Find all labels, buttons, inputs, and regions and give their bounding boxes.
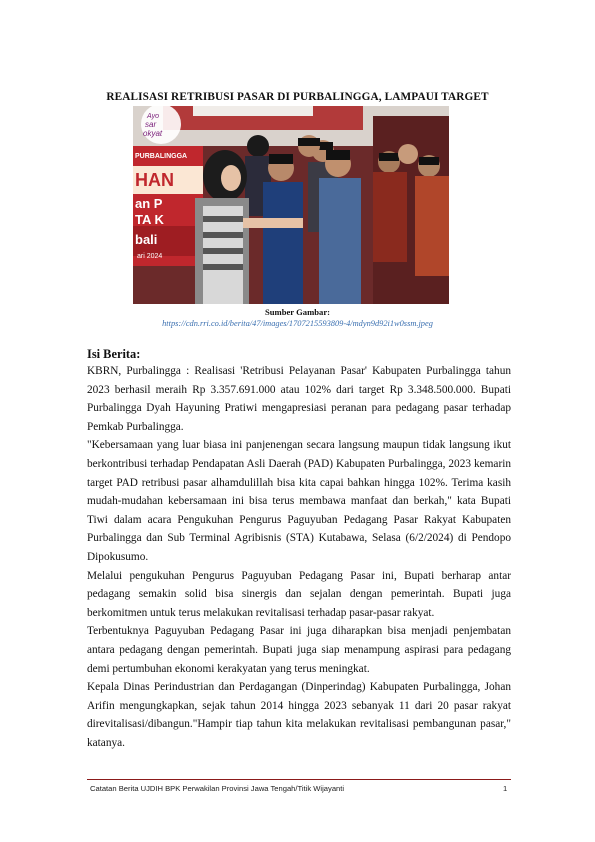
article-body (87, 362, 511, 752)
people-group (195, 135, 361, 304)
banner-line: TA K (135, 212, 164, 227)
logo-line: sar (145, 120, 157, 129)
image-caption-label: Sumber Gambar: (264, 307, 330, 317)
article-paragraph: Melalui pengukuhan Pengurus Paguyuban Pedagang Pasar ini, Bupati berharap antar pedagang semakin solid bisa sinergis dan sejalan dengan pemerintah. Bupati juga berkomitmen untuk terus melakukan revitalisasi terhadap pasar-pasar rakyat. (87, 569, 511, 619)
logo-line: okyat (143, 129, 163, 138)
page-number: 1 (503, 784, 508, 793)
article-paragraph: "Kebersamaan yang luar biasa ini panjenengan secara langsung maupun tidak langsung ikut berkontribusi terhadap Pendapatan Asli Daerah (PAD) Kabupaten Purbalingga, 2023 kemarin target PAD retribusi pasar alhamdulillah bisa kita capai bahkan hingga 102%. Terima kasih mudah-mudahan kebersamaan ini bisa terus membawa manfaat dan berkah," kata Bupati Tiwi dalam acara Pengukuhan Pengurus Paguyuban Pedagang Pasar Rakyat Kabupaten Purbalingga dan Sub Terminal Agribisnis (STA) Kutabawa, Selasa (6/2/2024) di Pendopo Dipokusumo. (87, 439, 511, 563)
article-paragraph: Terbentuknya Paguyuban Pedagang Pasar ini juga diharapkan bisa menjadi penjembatan antara pedagang dengan pemerintah. Bupati juga siap menampung aspirasi para pedagang demi pertumbuhan ekonomi kerakyatan yang terus meningkat. (87, 625, 511, 675)
article-paragraph: KBRN, Purbalingga : Realisasi 'Retribusi Pelayanan Pasar' Kabupaten Purbalingga tahun 2023 berhasil meraih Rp 3.357.691.000 atau 102% dari target Rp 3.348.500.000. Bupati Purbalingga Dyah Hayuning Pratiwi mengapresiasi peranan para pedagang pasar terhadap Pemkab Purbalingga. (87, 365, 511, 433)
news-photo (133, 106, 449, 304)
footer-divider (87, 779, 511, 780)
banner-line: HAN (135, 170, 174, 190)
banner-line: an P (135, 196, 163, 211)
article-title: REALISASI RETRIBUSI PASAR DI PURBALINGGA, LAMPAUI TARGET (106, 91, 489, 103)
footer-text: Catatan Berita UJDIH BPK Perwakilan Provinsi Jawa Tengah/Titik Wijayanti (90, 784, 345, 793)
banner-line: bali (135, 232, 158, 247)
article-paragraph: Kepala Dinas Perindustrian dan Perdagangan (Dinperindag) Kabupaten Purbalingga, Johan Arifin mengungkapkan, sejak tahun 2014 hingga 2023 sebanyak 11 dari 20 pasar rakyat direvitalisasi/dibangun."Hampir tiap tahun kita melakukan revitalisasi pembangunan pasar," katanya. (87, 681, 511, 749)
banner-line: ari 2024 (137, 253, 163, 260)
image-source-link[interactable]: https://cdn.rri.co.id/berita/47/images/1707215593809-4/mdyn9d92i1w0ssm.jpeg (162, 319, 433, 328)
section-heading: Isi Berita: (87, 347, 141, 361)
banner-line: PURBALINGGA (135, 153, 188, 160)
logo-line: Ayo (147, 113, 160, 120)
